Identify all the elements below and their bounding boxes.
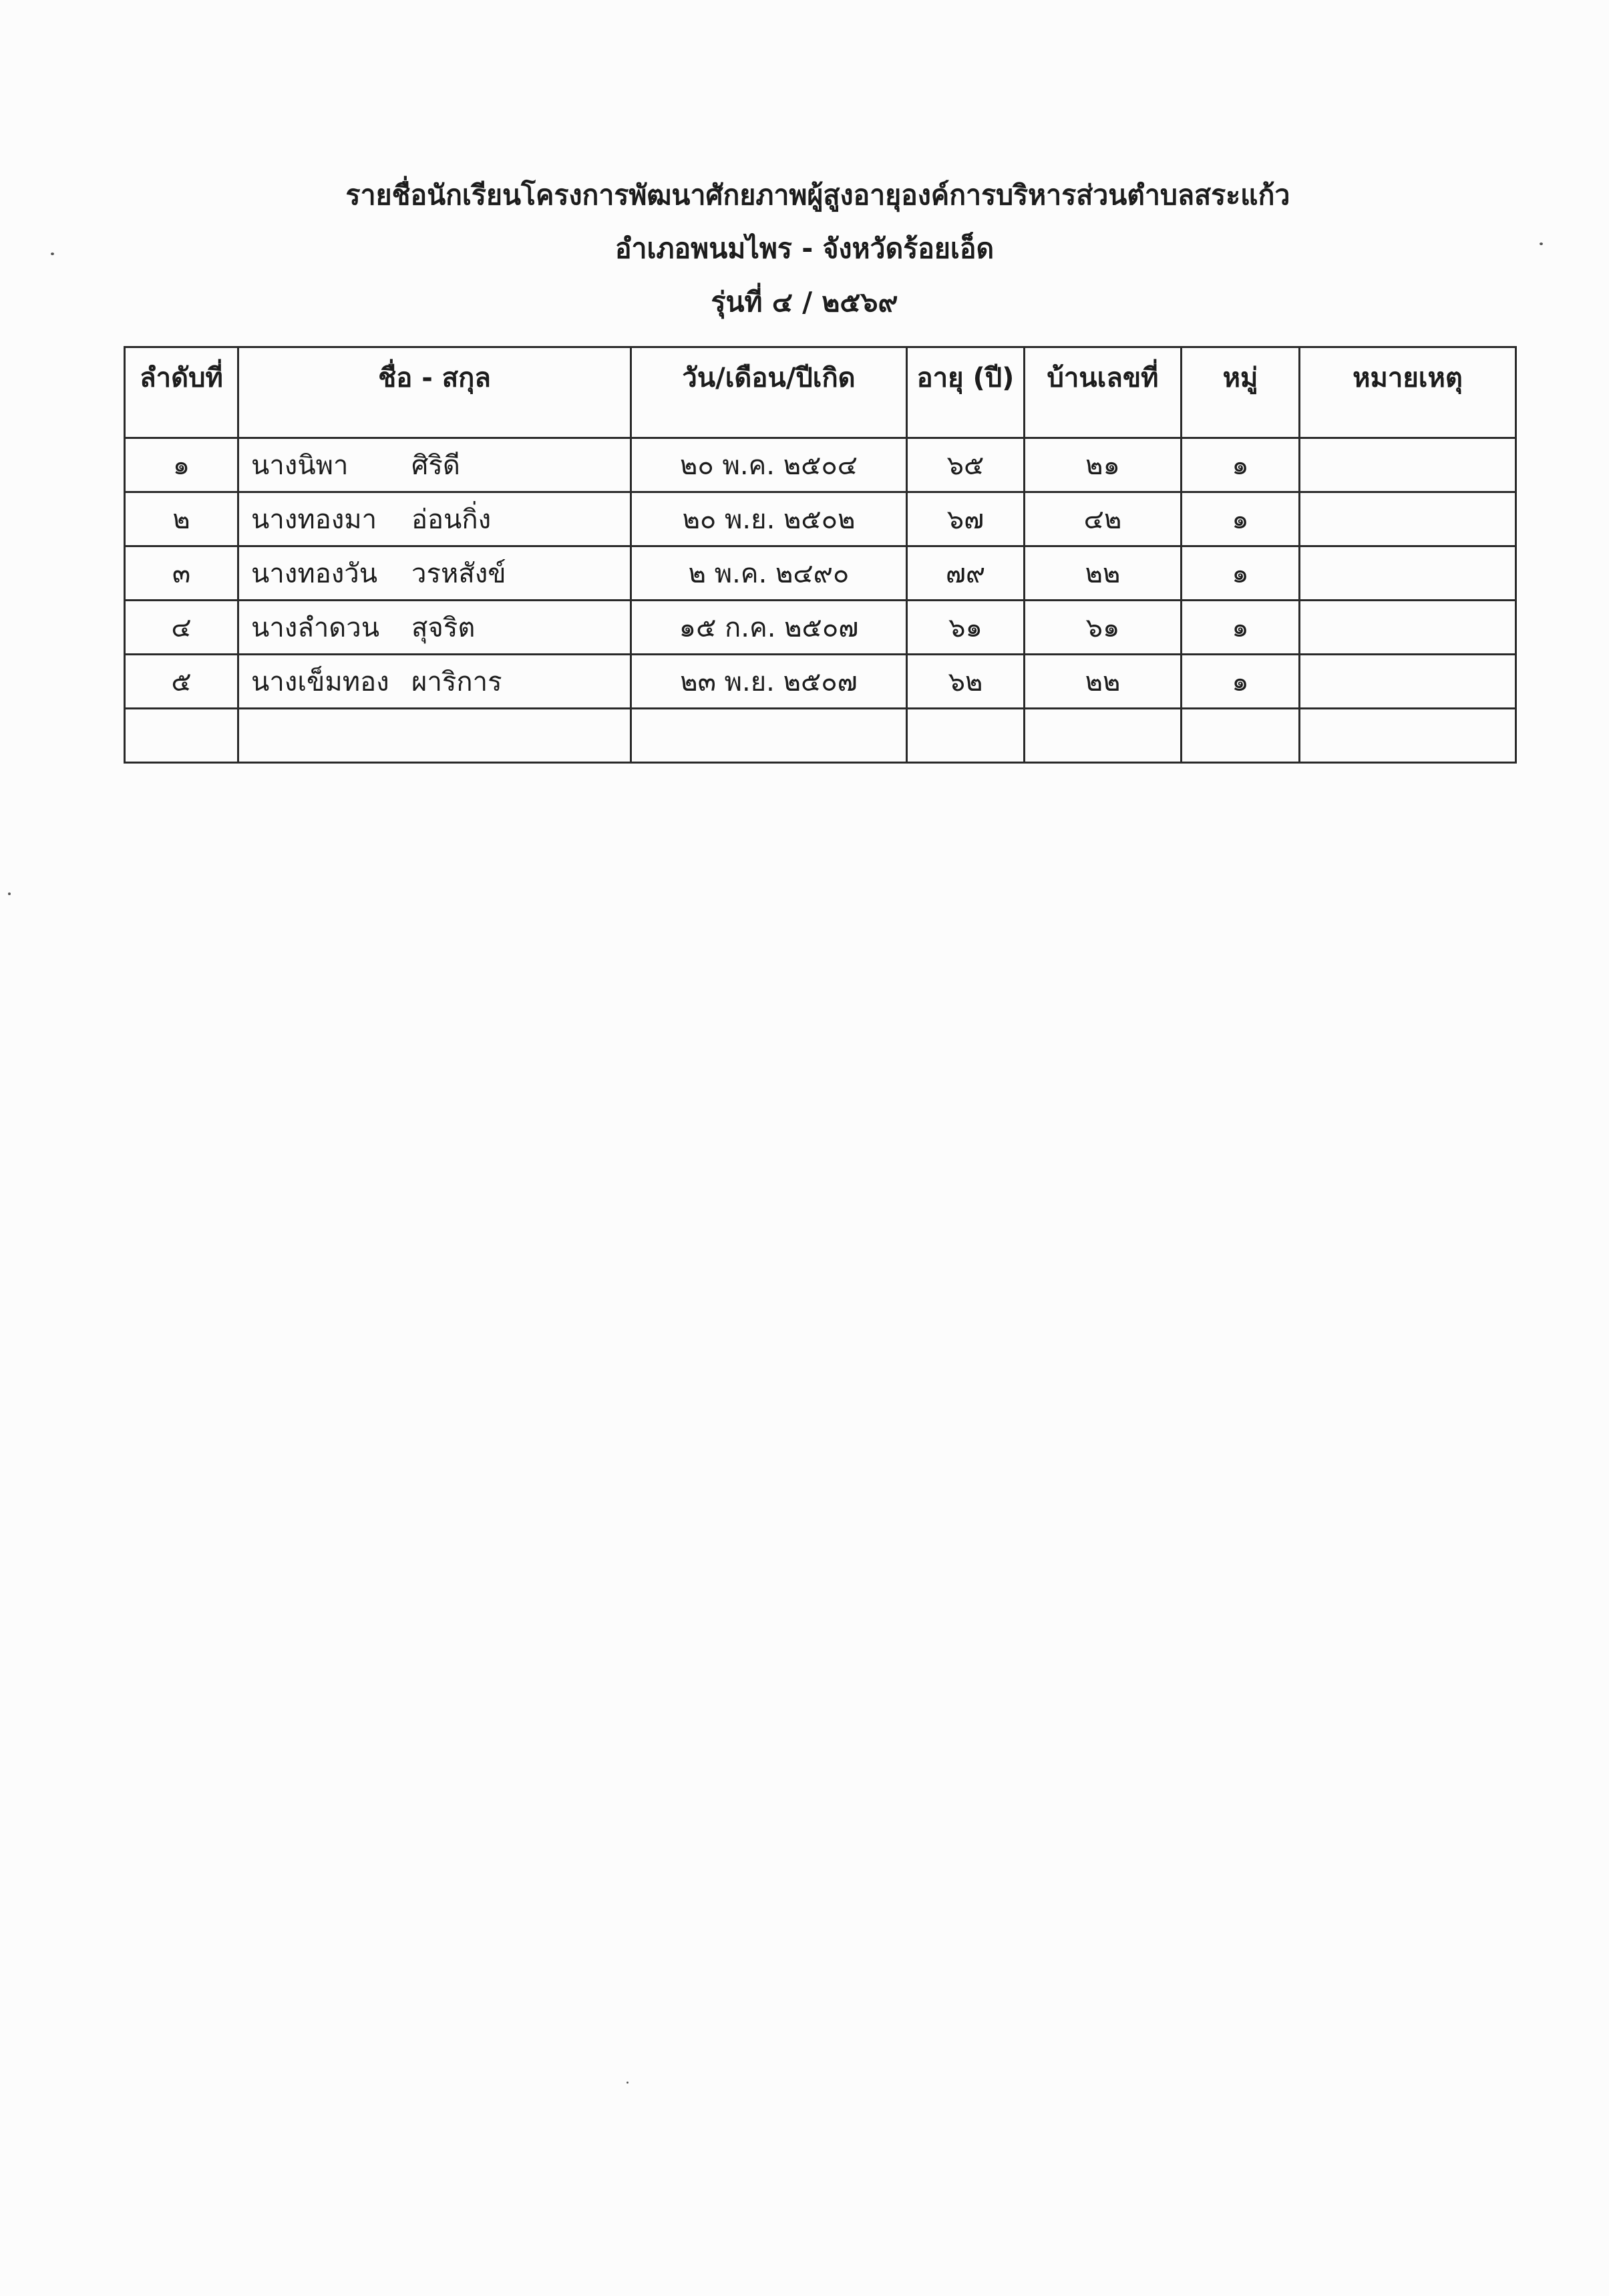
last-name: สุจริต — [411, 613, 476, 643]
first-name: นางทองวัน — [251, 558, 378, 589]
cell-remark — [1300, 438, 1516, 492]
cell-village: ๑ — [1182, 655, 1300, 709]
document-header — [0, 168, 1609, 329]
header-birthdate: วัน/เดือน/ปีเกิด — [631, 347, 907, 438]
table-row — [125, 492, 1516, 546]
cell-birthdate: ๒ พ.ค. ๒๔๙๐ — [631, 546, 907, 601]
cell-order: ๒ — [125, 492, 238, 546]
first-name: นางทองมา — [251, 504, 377, 535]
cell-order: ๔ — [125, 601, 238, 655]
cell-house-no: ๒๒ — [1025, 546, 1182, 601]
header-name: ชื่อ - สกุล — [238, 347, 631, 438]
cell-remark — [1300, 492, 1516, 546]
cell-age: ๖๕ — [907, 438, 1025, 492]
table-row — [125, 438, 1516, 492]
header-age: อายุ (ปี) — [907, 347, 1025, 438]
cell-age: ๖๑ — [907, 601, 1025, 655]
cell-name — [238, 655, 631, 709]
scan-speck — [8, 892, 11, 895]
first-name: นางเข็มทอง — [251, 667, 389, 697]
table-row — [125, 601, 1516, 655]
cell-name — [238, 438, 631, 492]
cell-birthdate — [631, 709, 907, 763]
cell-house-no — [1025, 709, 1182, 763]
last-name: วรหสังข์ — [411, 558, 506, 589]
header-remark: หมายเหตุ — [1300, 347, 1516, 438]
table-header-row — [125, 347, 1516, 438]
last-name: ผาริการ — [411, 667, 502, 697]
header-house-no: บ้านเลขที่ — [1025, 347, 1182, 438]
cell-village: ๑ — [1182, 546, 1300, 601]
cell-order: ๑ — [125, 438, 238, 492]
cell-village: ๑ — [1182, 438, 1300, 492]
document-location: อำเภอพนมไพร - จังหวัดร้อยเอ็ด — [614, 232, 995, 265]
cell-remark — [1300, 601, 1516, 655]
cell-house-no: ๖๑ — [1025, 601, 1182, 655]
cell-order: ๓ — [125, 546, 238, 601]
cell-name — [238, 709, 631, 763]
cell-order: ๕ — [125, 655, 238, 709]
cell-age: ๖๗ — [907, 492, 1025, 546]
scan-speck — [627, 2082, 629, 2084]
cell-birthdate: ๑๕ ก.ค. ๒๕๐๗ — [631, 601, 907, 655]
first-name: นางนิพา — [251, 450, 349, 481]
cell-name — [238, 546, 631, 601]
cell-age: ๖๒ — [907, 655, 1025, 709]
cell-remark — [1300, 709, 1516, 763]
student-roster-table — [124, 346, 1517, 764]
cell-birthdate: ๒๐ พ.ค. ๒๕๐๔ — [631, 438, 907, 492]
cell-house-no: ๒๒ — [1025, 655, 1182, 709]
cell-birthdate: ๒๐ พ.ย. ๒๕๐๒ — [631, 492, 907, 546]
cell-birthdate: ๒๓ พ.ย. ๒๕๐๗ — [631, 655, 907, 709]
document-title: รายชื่อนักเรียนโครงการพัฒนาศักยภาพผู้สูงอายุองค์การบริหารส่วนตำบลสระแก้ว — [345, 179, 1290, 211]
cell-order — [125, 709, 238, 763]
cell-house-no: ๒๑ — [1025, 438, 1182, 492]
table-row — [125, 546, 1516, 601]
cell-name — [238, 601, 631, 655]
cell-age — [907, 709, 1025, 763]
first-name: นางลำดวน — [251, 613, 380, 643]
cell-age: ๗๙ — [907, 546, 1025, 601]
header-village: หมู่ — [1182, 347, 1300, 438]
cell-name — [238, 492, 631, 546]
cell-village: ๑ — [1182, 601, 1300, 655]
cell-remark — [1300, 546, 1516, 601]
last-name: อ่อนกิ่ง — [411, 504, 492, 535]
table-row-empty — [125, 709, 1516, 763]
last-name: ศิริดี — [411, 450, 460, 481]
table-row — [125, 655, 1516, 709]
cell-house-no: ๔๒ — [1025, 492, 1182, 546]
cell-village: ๑ — [1182, 492, 1300, 546]
document-cohort: รุ่นที่ ๔ / ๒๕๖๙ — [711, 286, 898, 318]
cell-village — [1182, 709, 1300, 763]
header-order: ลำดับที่ — [125, 347, 238, 438]
cell-remark — [1300, 655, 1516, 709]
